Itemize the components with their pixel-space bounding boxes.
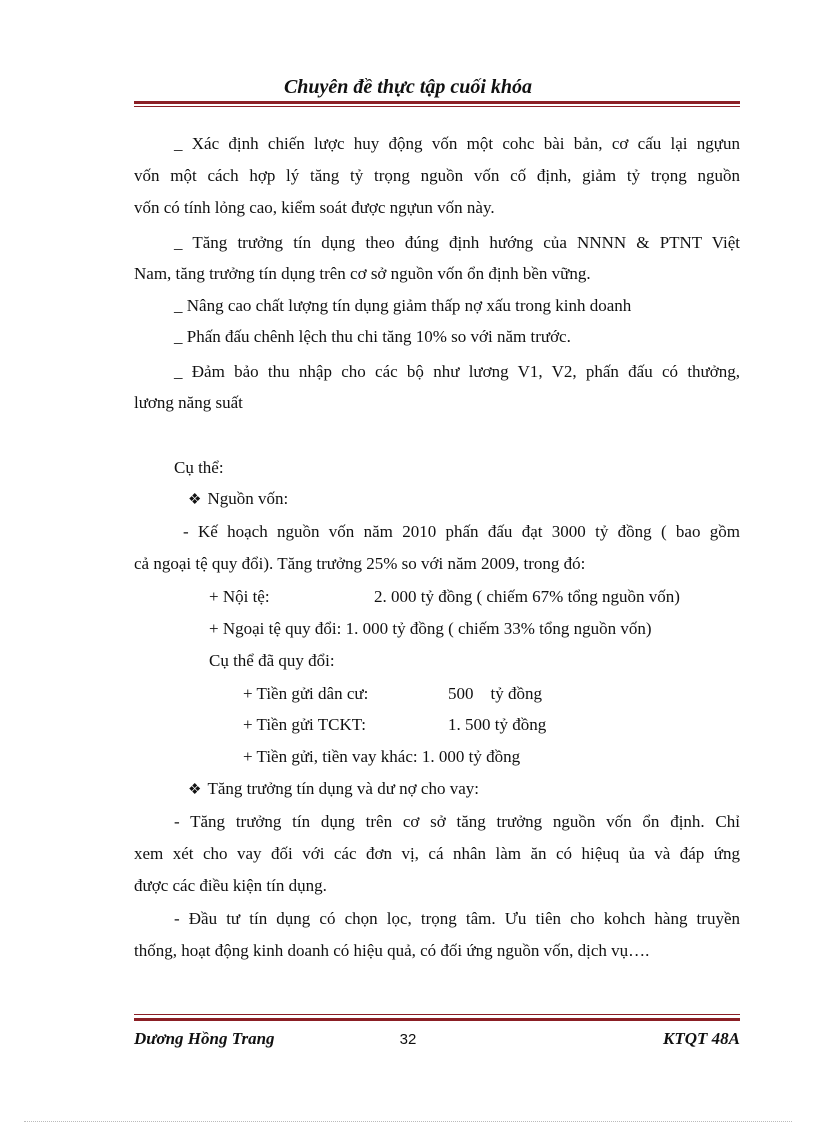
ngoai-te-line: + Ngoại tệ quy đổi: 1. 000 tỷ đồng ( chiếm 33% tổng nguồn vốn) <box>209 619 652 638</box>
body-line: xem xét cho vay đối với các đơn vị, cá nhân làm ăn có hiệuq ủa và đáp ứng <box>134 844 740 863</box>
header-rule-thick <box>134 101 740 104</box>
noi-te-value: 2. 000 tỷ đồng ( chiếm 67% tổng nguồn vốn) <box>374 587 680 606</box>
body-line: - Đầu tư tín dụng có chọn lọc, trọng tâm. Ưu tiên cho kohch hàng truyền <box>174 909 740 928</box>
footer-class: KTQT 48A <box>663 1029 740 1048</box>
body-line: _ Đảm bảo thu nhập cho các bộ như lương V1, V2, phấn đấu có thưởng, <box>174 362 740 381</box>
body-line: thống, hoạt động kinh doanh có hiệu quả, có đối ứng nguồn vốn, dịch vụ…. <box>134 941 650 960</box>
deposit-value: 500 tỷ đồng <box>448 684 542 703</box>
body-line: được các điều kiện tín dụng. <box>134 876 327 895</box>
bullet-heading-text: Nguồn vốn: <box>207 489 289 508</box>
deposit-other-line: + Tiền gửi, tiền vay khác: 1. 000 tỷ đồng <box>243 747 521 766</box>
page-edge-divider <box>24 1121 792 1122</box>
diamond-bullet-icon: ❖ <box>188 782 202 798</box>
bullet-heading-text: Tăng trưởng tín dụng và dư nợ cho vay: <box>207 779 479 798</box>
body-line: _ Nâng cao chất lượng tín dụng giảm thấp nợ xấu trong kinh doanh <box>174 296 632 315</box>
body-line: _ Phấn đấu chênh lệch thu chi tăng 10% so với năm trước. <box>174 327 571 346</box>
noi-te-label: + Nội tệ: <box>209 587 270 606</box>
bullet-heading-tin-dung <box>188 779 794 800</box>
sub-heading: Cụ thể đã quy đổi: <box>209 651 335 670</box>
deposit-label: + Tiền gửi dân cư: <box>243 684 369 703</box>
bullet-heading-nguon-von <box>188 489 794 510</box>
body-line: vốn một cách hợp lý tăng tỷ trọng nguồn vốn cố định, giảm tỷ trọng nguồn <box>134 166 740 185</box>
body-line: Nam, tăng trưởng tín dụng trên cơ sở nguồn vốn ổn định bền vững. <box>134 264 591 283</box>
deposit-label: + Tiền gửi TCKT: <box>243 715 366 734</box>
page-number: 32 <box>399 1031 417 1048</box>
footer-rule-thin <box>134 1014 740 1015</box>
body-line: - Kế hoạch nguồn vốn năm 2010 phấn đấu đạt 3000 tỷ đồng ( bao gồm <box>183 522 740 541</box>
body-line: vốn có tính lỏng cao, kiểm soát được ngựun vốn này. <box>134 198 495 217</box>
section-label: Cụ thể: <box>174 458 224 477</box>
header-rule-thin <box>134 106 740 107</box>
page-header-title: Chuyên đề thực tập cuối khóa <box>283 76 533 98</box>
footer-author: Dương Hồng Trang <box>134 1029 275 1048</box>
body-line: cả ngoại tệ quy đổi). Tăng trưởng 25% so với năm 2009, trong đó: <box>134 554 586 573</box>
diamond-bullet-icon: ❖ <box>188 492 202 508</box>
footer-rule-thick <box>134 1018 740 1021</box>
body-line: _ Xác định chiến lược huy động vốn một cohc bài bản, cơ cấu lại ngựun <box>174 134 740 153</box>
deposit-value: 1. 500 tỷ đồng <box>448 715 547 734</box>
body-line: - Tăng trưởng tín dụng trên cơ sở tăng trưởng nguồn vốn ổn định. Chỉ <box>174 812 740 831</box>
body-line: _ Tăng trưởng tín dụng theo đúng định hướng của NNNN & PTNT Việt <box>174 233 740 252</box>
body-line: lương năng suất <box>134 393 243 412</box>
